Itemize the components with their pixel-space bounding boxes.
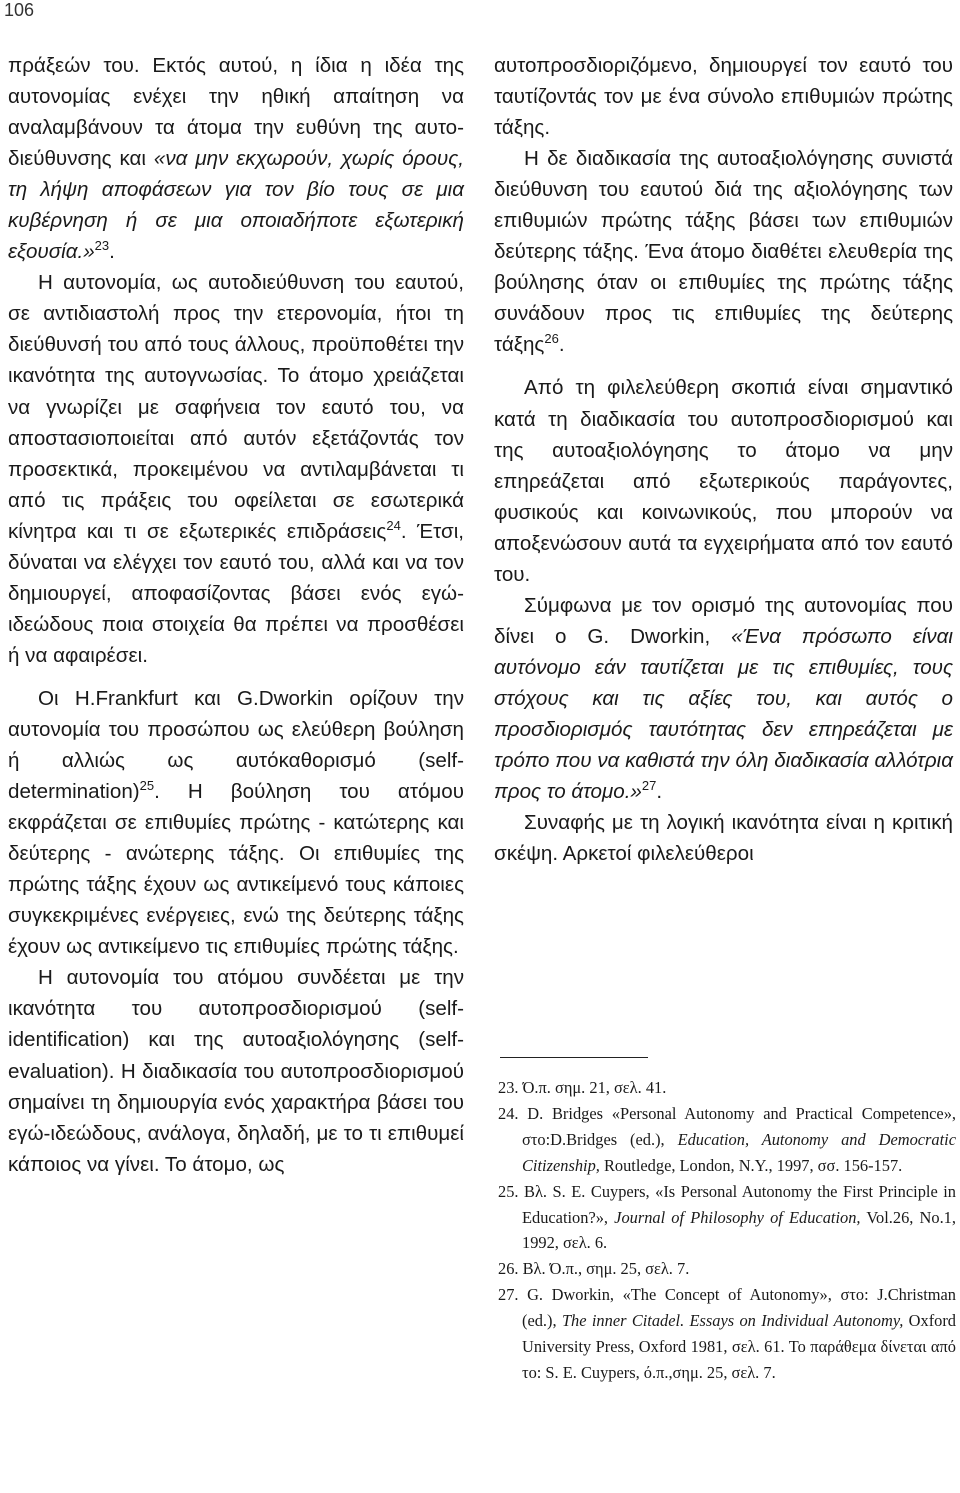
paragraph: Η αυτονομία του ατόμου συνδέεται με την ικανότητα του αυτοπροσδιορισμού (self-identification) και της αυτοαξιολόγησης (self-evaluation). Η διαδικασία του αυτοπροσδιορισμού σημαίνει τη δημιουργία ενός χαρακτήρα βάσει του εγώ-ιδεώδους, ανάλογα, δηλαδή, με το τι επιθυμεί κάποιος να γίνει. Το άτομο, ως xyxy=(8,966,464,1176)
right-column xyxy=(494,50,953,869)
paragraph: Από τη φιλελεύθερη σκοπιά είναι σημαντικό κατά τη διαδικασία του αυτοπροσδιορισμού και της αυτοαξιολόγησης το άτομο να μην επηρεάζεται από εξωτερικούς παράγοντες, φυσικούς και κοινωνικούς, που μπορούν να αποξενώσουν αυτά τα εγχειρήματα από τον εαυτό του. xyxy=(494,376,953,586)
footnote-divider xyxy=(500,1057,648,1058)
footnote-ref: 27 xyxy=(641,778,657,794)
paragraph-text: . xyxy=(656,780,663,804)
paragraph-text: . xyxy=(558,333,565,357)
paragraph-text: . Έτσι, δύναται να ελέγχει τον εαυτό του, αλλά και να τον δημιουργεί, αποφασίζοντας βάσει ενός εγώ-ιδεώδους ποια στοιχεία θα πρέπει να προσθέσει ή να αφαιρέσει. xyxy=(8,519,464,667)
paragraph-text: . Η βούληση του ατόμου εκφράζεται σε επιθυμίες πρώτης - κατώτερης και δεύτερης - ανώτερης τάξης. Οι επιθυμίες της πρώτης τάξης έχουν ως αντικείμενό τους κάποιες συγκεκριμένες ενέργειες, ενώ της δεύτερης τάξης έχουν ως αντικείμενο τις επιθυμίες πρώτης τάξης. xyxy=(8,780,464,959)
left-column xyxy=(8,50,464,1180)
paragraph-text: Σύμφωνα με τον ορισμό της αυτονομίας που δίνει ο G. Dworkin, xyxy=(494,593,953,648)
paragraph: Συναφής με τη λογική ικανότητα είναι η κριτική σκέψη. Αρκετοί φιλελεύθεροι xyxy=(494,811,953,866)
footnote-text: 27. G. Dworkin, «The Concept of Autonomy», στο: J.Christman (ed.), xyxy=(498,1285,956,1331)
footnote-text: 24. D. Bridges «Personal Autonomy and Practical Competence», στο:D.Bridges (ed.), xyxy=(498,1103,956,1149)
paragraph-text: Οι H.Frankfurt και G.Dworkin ορίζουν την αυτονομία του προσώπου ως ελεύθερη βούληση ή αλλιώς ως αυτόκαθορισμό (self-determination) xyxy=(8,686,464,804)
footnote-ref: 25 xyxy=(139,778,155,794)
footnote-title: Education, Autonomy and Democratic Citizenship, xyxy=(522,1129,957,1175)
footnote-ref: 26 xyxy=(544,331,559,347)
paragraph-text: Η δε διαδικασία της αυτοαξιολόγησης συνιστά διεύθυνση του εαυτού διά της αξιολόγησης των επιθυμιών πρώτης τάξης βάσει των επιθυμιών δεύτερης τάξης. Ένα άτομο διαθέτει ελευθερία της βούλησης όταν οι επιθυμίες της πρώτης τάξης συνάδουν προς τις επιθυμίες της δεύτερης τάξης xyxy=(494,147,953,357)
footnotes xyxy=(498,1075,956,1386)
quote-text: «Ένα πρόσωπο είναι αυτόνομο εάν ταυτίζεται με τις επιθυμίες, τους στόχους και τις αξίες του, και αυτός ο προσδιορισμός ταυτότητας δεν επηρεάζεται με τρόπο που να καθιστά την όλη διαδικασία αλλότρια προς το άτομο.» xyxy=(494,624,953,804)
paragraph: αυτοπροσδιοριζόμενο, δημιουργεί τον εαυτό του ταυτίζοντάς τον με ένα σύνολο επιθυμιών πρώτης τάξης. xyxy=(494,54,953,140)
footnote-text: Vol.26, No.1, 1992, σελ. 6. xyxy=(522,1207,956,1253)
paragraph-text: . xyxy=(109,240,115,264)
footnote-title: The inner Citadel. Essays on Individual Autonomy, xyxy=(561,1311,904,1331)
footnote xyxy=(498,1101,956,1179)
footnote xyxy=(498,1282,956,1386)
footnote: 23. Ό.π. σημ. 21, σελ. 41. xyxy=(498,1078,667,1097)
footnote: 26. Βλ. Ό.π., σημ. 25, σελ. 7. xyxy=(498,1259,690,1279)
footnote-title: Journal of Philosophy of Education, xyxy=(614,1207,861,1227)
paragraph xyxy=(494,143,953,360)
footnote-ref: 24 xyxy=(386,517,401,533)
footnote-text: Routledge, London, N.Y., 1997, σσ. 156-157. xyxy=(599,1155,903,1175)
page-number: 106 xyxy=(4,0,35,20)
footnote xyxy=(498,1179,956,1257)
paragraph xyxy=(8,50,464,267)
paragraph xyxy=(8,267,464,671)
footnote-text: Oxford University Press, Oxford 1981, σελ. 61. Το παράθεμα δίνεται από το: S. E. Cuypers, ό.π.,σημ. 25, σελ. 7. xyxy=(522,1311,956,1382)
paragraph-text: Η αυτονομία, ως αυτοδιεύθυνση του εαυτού, σε αντιδιαστολή προς την ετερονομία, ήτοι τη διεύθυνσή του από τους άλλους, προϋποθέτει την ικανότητα της αυτογνωσίας. Το άτομο χρειάζεται να γνωρίζει με σαφήνεια τον εαυτό του, να αποστασιοποιείται από αυτόν εξετάζοντάς τον προσεκτικά, προκειμένου να αντιλαμβάνεται τι από τις πράξεις του οφείλεται σε εσωτερικά κίνητρα και τι σε εξωτερικές επιδράσεις xyxy=(8,271,464,543)
quote-text: «να μην εκχωρούν, χωρίς όρους, τη λήψη αποφάσεων για τον βίο τους σε μια κυβέρνηση ή σε μια οποιαδήποτε εξωτερική εξουσία.» xyxy=(8,147,464,264)
footnote-text: 25. Βλ. S. E. Cuypers, «Is Personal Autonomy the First Principle in Education?», xyxy=(498,1181,956,1227)
paragraph xyxy=(494,590,953,807)
paragraph xyxy=(8,683,464,962)
paragraph-text: πράξεών του. Εκτός αυτού, η ίδια η ιδέα της αυτονομίας ενέχει την ηθική απαίτηση να αναλαμβάνουν τα άτομα την ευθύνη της αυτο-διεύθυνσης και xyxy=(8,54,464,171)
footnote-ref: 23 xyxy=(94,238,110,254)
